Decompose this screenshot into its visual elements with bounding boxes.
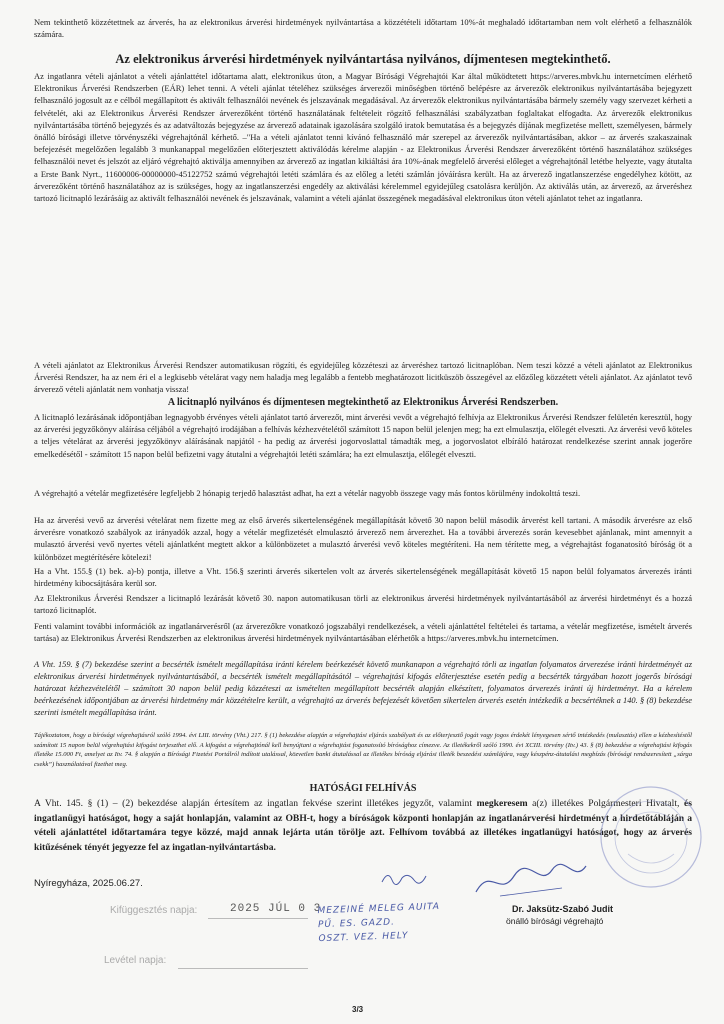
removal-date-label: Levétel napja: <box>104 955 167 966</box>
signer-title: önálló bírósági végrehajtó <box>506 916 604 926</box>
signer-name: Dr. Jaksütz-Szabó Judit <box>512 904 614 914</box>
handwritten-line: OSZT. VEZ. HELY <box>318 930 409 945</box>
handwritten-line: PŰ. ES. GAZD. <box>317 917 396 931</box>
posted-date-label: Kifüggesztés napja: <box>110 905 198 916</box>
paragraph-vht-155: Ha a Vht. 155.§ (1) bek. a)-b) pontja, illetve a Vht. 156.§ szerinti árverés sikertelen volt az árverés sikertelenségének megállapítását követő 15 napon belül folyamatos árverezés iránti hirdetmény kibocsájtására kerül sor. <box>34 566 692 589</box>
signing-date: Nyíregyháza, 2025.06.27. <box>34 878 143 889</box>
paragraph-bid-log-closing: A licitnapló lezárásának időpontjában legnagyobb érvényes vételi ajánlatot tartó árverezőt, mint árverési vevőt a végrehajtó felhívja az Elektronikus Árverési Rendszer felületén keresztül, hogy az árverési jegyzőkönyv aláírása céljából a végrehajtó irodájában a felhívás kézhezvételétől számított 15 napon belül jelenjen meg; ha ezt elmulasztja, előlegét elveszti. Az árverési vevő köteles a teljes vételárat az árverési jegyzőkönyv aláírásának napjától - ha pedig az árverési jogorvoslattal támadták meg, a jogorvoslatot elbíráló határozat rendelkezése szerint annak jogerőre emelkedésétől - számított 15 napon belül befizetni vagy átutalni a végrehajtói letéti számlára; ha ezt elmulasztja, előlegét elveszti. <box>34 412 692 459</box>
posted-date-line <box>208 918 308 919</box>
posted-date-stamp: 2025 JÚL 0 3 <box>230 903 322 915</box>
paragraph-legal-remedy: Tájékoztatom, hogy a bírósági végrehajtásról szóló 1994. évi LIII. törvény (Vht.) 217. § (1) bekezdése alapján a végrehajtási eljárás szabályait és az előterjesztő jogát vagy jogos érdekét lényegesen sértő intézkedés (mulasztás) ellen a kézbesítéstől számított 15 napon belül végrehajtási kifogást terjeszthet elő. A kifogást a végrehajtónál kell benyújtani a végrehajtást foganatosító bírósághoz címezve. Az illetékekről szóló 1990. évi XCIII. törvény (Itv.) 43. § (8) bekezdése a végrehajtási kifogás illetéke 15.000 Ft, amelyet az Itv. 74. § alapján a Bírósági Fizetési Portálról indított utalással, közvetlen banki átutalással az illetékes bíróság eljárási illeték beszedési számlájára, vagy készpénz-átutalási megbízás (bírósági rendszeresített „sárga csekk”) használatával fizethet meg. <box>34 732 692 768</box>
paragraph-bid-recording: A vételi ajánlatot az Elektronikus Árverési Rendszer automatikusan rögzíti, és egyidejűleg közzéteszi az árveréshez tartozó licitnaplóban. Nem teszi közzé a vételi ajánlatot az Elektronikus Árverési Rendszer, ha az nem éri el a legkisebb vételárat vagy nem haladja meg legalább a fentebb meghatározott licitküszöb összegével az előzőleg közzétett vételi ajánlatot. Az ajánlatot tevő árverező vételi ajánlatát nem vonhatja vissza! <box>34 360 692 395</box>
initials-signature <box>380 864 430 890</box>
paragraph-second-auction: Ha az árverési vevő az árverési vételárat nem fizette meg az első árverés sikertelenségének megállapítását követő 30 napon belül második árverést kell tartani. A második árverésre az első árverésre vonatkozó szabályok az irányadók azzal, hogy a vételár megfizetését elmulasztó árverező nem árverezhet. Ha a további árverezés során kevesebbet ajánlanak, mint amennyit a mulasztó árverési vevő nyertes vételi ajánlatként megtett akkor a különbözetet a mulasztó árverési vevő köteles megtéríteni. Ha nem térítette meg, a végrehajtást foganatosító bíróság öt a különbözet megtérítésére kötelezi! <box>34 515 692 562</box>
heading-bid-log-public: A licitnapló nyilvános és díjmentesen megtekinthető az Elektronikus Árverési Rendszerben. <box>167 397 559 408</box>
judge-signature <box>470 858 590 902</box>
removal-date-line <box>178 968 308 969</box>
paragraph-automatic-deletion: Az Elektronikus Árverési Rendszer a licitnapló lezárását követő 30. napon automatikusan törli az elektronikus árverési hirdetmények nyilvántartásából az árverési hirdetményt és a hozzá tartozó licitnaplót. <box>34 593 692 616</box>
heading-registry-public: Az elektronikus árverési hirdetmények nyilvántartása nyilvános, díjmentesen megtekinthető. <box>115 52 611 66</box>
notice-text-request: megkeresem <box>476 798 528 809</box>
notice-text-office: a(z) illetékes Polgármesteri Hivatalt, <box>527 798 685 809</box>
paragraph-publication-notice: Nem tekinthető közzétettnek az árverés, ha az elektronikus árverési hirdetmények nyilvántartása a közzétételi időtartam 10%-át meghaladó időtartamban nem volt elérhető a felhasználók számára. <box>34 17 692 40</box>
notice-text-intro: A Vht. 145. § (1) – (2) bekezdése alapján értesítem az ingatlan fekvése szerint illetékes jegyzőt, valamint <box>34 798 477 809</box>
paragraph-further-info: Fenti valamint további információk az ingatlanárverésről (az árverezőkre vonatkozó jogszabályi rendelkezések, a vételi ajánlattétel feltételei és tartama, a vételár megfizetése, ismételt árverés tartása) az Elektronikus Árverési Rendszerben az elektronikus árverési hirdetmények nyilvántartásában elérhetők a https://arveres.mbvk.hu internetcímen. <box>34 621 692 644</box>
heading-official-notice: HATÓSÁGI FELHÍVÁS <box>309 783 417 794</box>
handwritten-line: MEZEINÉ MELEG AUITA <box>317 901 441 917</box>
paragraph-bidding-rules: Az ingatlanra vételi ajánlatot a vételi ajánlattétel időtartama alatt, elektronikus úton, a Magyar Bírósági Végrehajtói Kar által működtetett https://arveres.mbvk.hu internetcímen elérhető Elektronikus Árverési Rendszerben (EÁR) lehet tenni. A vételi ajánlat tételéhez szükséges árverezői minőségben történő belépésre az árverezők elektronikus nyilvántartásába bejegyzett felhasználó jogosult az e célból megállapított és aktivált felhasználói nevének és jelszavának megadásával. Az árverezők elektronikus nyilvántartásába bármely személy vagy szervezet kérheti a felvételét, aki az Elektronikus Árverési Rendszer árverezőként történő használatának feltételeit rögzítő felhasználási szabályzatban foglaltakat elfogadta. Az árverezők elektronikus nyilvántartásába történő bejegyzés és az adatváltozás bejegyzése az árverező adatainak igazolására szolgáló iratok bemutatása és a bejegyzés díjának megfizetése mellett, személyesen, bármely önálló bírósági illetve törvényszéki végrehajtónál kérhető. –"Ha a vételi ajánlatot tenni kívánó felhasználó már szerepel az árverezők nyilvántartásában, akkor – az árverés szakaszainak befejezését megelőzően legalább 3 munkanappal megelőzően előterjesztett aktiválódás kérelme alapján - az Elektronikus Árverési Rendszer árverezőként történő használatához szükséges felhasználói nevet és jelszót az eljáró végrehajtó aktiválja amennyiben az árverező az ingatlan kikiáltási ára 10%-ának megfelelő árverési előleget a végrehajtónál letétbe helyezte, vagy átutalta a Erste Bank Nyrt., 11600006-00000000-45122752 számú végrehajtói letéti számlára és az előleg a letéti számlán jóváírásra került. Ha az árverező ingatlanszerzése engedélyhez kötött, az árverezőként történő használatához az is szükséges, hogy az ingatlanszerzési engedély az aktiválási kérelemmel egyidejűleg csatolásra kerüljön. Az aktiválás után, az árverező, az árveréshez tartozó licitnapló lezárásáig az aktivált felhasználói nevének és jelszavának, valamint a vételi ajánlat összegének megadásával elektronikus úton vételi ajánlatot tehet az ingatlanra. <box>34 71 692 204</box>
official-seal <box>596 782 706 892</box>
paragraph-payment-deferral: A végrehajtó a vételár megfizetésére legfeljebb 2 hónapig terjedő halasztást adhat, ha ezt a vételár nagyobb összege vagy más fontos körülmény indokolttá teszi. <box>34 488 581 498</box>
paragraph-vht-159: A Vht. 159. § (7) bekezdése szerint a becsérték ismételt megállapítása iránti kérelem beérkezését követő munkanapon a végrehajtó törli az ingatlan folyamatos árverezése iránti hirdetményét az elektronikus árverési hirdetmények nyilvántartásából, a becsérték ismételt megállapításától – végrehajtási kifogás előterjesztése esetén pedig a becsérték tárgyában hozott jogerős bírósági határozat kézhezvételétől – számított 30 napon belül pedig közzéteszi az ismételten megállapított becsérték alapján elkészített, folyamatos árverezés iránti új hirdetményt. Ha a kérelem beérkezésének időpontjában az árverési hirdetmény már közzétételre került, a végrehajtó az árverés befejezését követően sikertelen árverés esetén intézkedik a becsértéknek a 140. § (8) bekezdése szerinti ismételt megállapítása iránt. <box>34 660 692 717</box>
page-number: 3/3 <box>352 1005 364 1014</box>
paragraph-official-notice <box>34 797 692 855</box>
notice-text-bold: és ingatlanügyi hatóságot, hogy a saját honlapján, valamint az OBH-t, hogy a bíróságok központi honlapján az ingatlanárverési hirdetményt a hirdetőtábláján a vételi ajánlattétel időtartamára tegye közzé, majd annak lejárta után törölje azt. Felhívom továbbá az illetékes ingatlanügyi hatóságot, hogy az árverés kitűzésének tényét jegyezze fel az ingatlan-nyilvántartásba. <box>34 798 693 853</box>
handwritten-note <box>317 900 441 946</box>
